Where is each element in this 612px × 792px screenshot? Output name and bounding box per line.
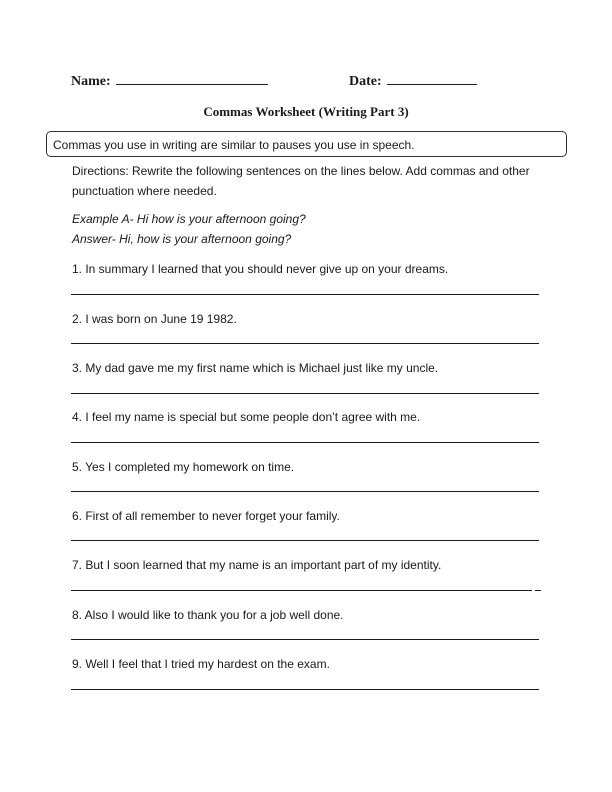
intro-box: Commas you use in writing are similar to pauses you use in speech. [46,131,567,157]
question-1: 1. In summary I learned that you should never give up on your dreams. [72,262,449,276]
question-2: 2. I was born on June 19 1982. [72,312,237,326]
student-info-row [0,70,612,90]
name-blank-line[interactable] [116,70,268,85]
question-5: 5. Yes I completed my homework on time. [72,460,295,474]
answer-line-2[interactable] [71,343,539,344]
date-field [349,70,477,90]
example-answer: Answer- Hi, how is your afternoon going? [72,232,292,246]
example-question: Example A- Hi how is your afternoon going? [72,212,306,226]
answer-line-4[interactable] [71,442,539,443]
question-3: 3. My dad gave me my first name which is Michael just like my uncle. [72,361,439,375]
name-field [71,70,268,90]
answer-line-3[interactable] [71,393,539,394]
question-7: 7. But I soon learned that my name is an important part of my identity. [72,558,442,572]
answer-line-1[interactable] [71,294,539,295]
answer-line-7-tail [535,590,541,591]
answer-line-6[interactable] [71,540,539,541]
date-label: Date: [349,74,382,89]
answer-line-8[interactable] [71,639,539,640]
question-6: 6. First of all remember to never forget your family. [72,509,340,523]
directions-text: Directions: Rewrite the following sentences on the lines below. Add commas and other punctuation where needed. [72,164,530,198]
answer-line-7[interactable] [71,590,532,591]
name-label: Name: [71,74,111,89]
worksheet-title: Commas Worksheet (Writing Part 3) [203,104,409,119]
answer-line-9[interactable] [71,689,539,690]
question-8: 8. Also I would like to thank you for a job well done. [72,608,344,622]
question-4: 4. I feel my name is special but some people don’t agree with me. [72,410,421,424]
answer-line-5[interactable] [71,491,539,492]
date-blank-line[interactable] [387,70,477,85]
question-9: 9. Well I feel that I tried my hardest on the exam. [72,657,330,671]
